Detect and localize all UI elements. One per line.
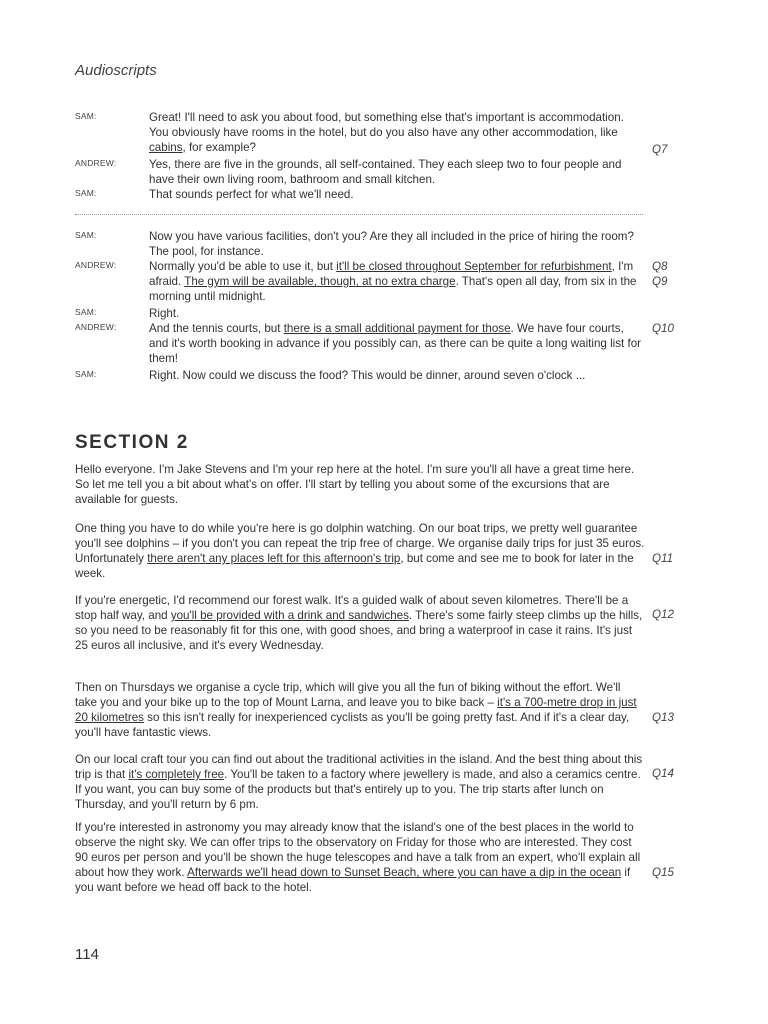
dialogue-text (149, 229, 644, 259)
text-run: . We have four courts, and it's worth booking in advance if you possibly can, as there can be quite a long waiting list for them! (149, 322, 642, 365)
paragraph (75, 521, 645, 581)
text-run: If you're energetic, I'd recommend our forest walk. It's a guided walk of about seven kilometres. There'll be a stop half way, and (75, 594, 629, 622)
text-run: . That's open all day, from six in the morning until midnight. (149, 275, 637, 303)
question-marker: Q9 (652, 275, 668, 288)
dialogue-text (149, 157, 644, 187)
question-marker: Q14 (652, 767, 674, 780)
text-run: That sounds perfect for what we'll need. (149, 188, 354, 201)
paragraph (75, 680, 645, 740)
dialogue-line (75, 306, 685, 321)
speaker-label: SAM: (75, 111, 97, 121)
text-run: And the tennis courts, but (149, 322, 284, 335)
section-heading: SECTION 2 (75, 432, 189, 453)
paragraph (75, 593, 645, 653)
speaker-label: SAM: (75, 369, 97, 379)
dialogue-block-1 (75, 110, 685, 202)
text-run: if you want before we head off back to the hotel. (75, 866, 631, 894)
question-marker: Q8 (652, 260, 668, 273)
text-run: Yes, there are five in the grounds, all self-contained. They each sleep two to four people and have their own living room, bathroom and small kitchen. (149, 158, 622, 186)
speaker-label: SAM: (75, 230, 97, 240)
speaker-label: SAM: (75, 188, 97, 198)
text-run: . You'll be taken to a factory where jewellery is made, and also a ceramics centre. If you want, you can buy some of the products but that's entirely up to you. The trip starts after lunch on Thursday, and you'll return by 6 pm. (75, 768, 641, 811)
dialogue-text (149, 306, 644, 321)
question-marker: Q15 (652, 866, 674, 879)
text-run: Normally you'd be able to use it, but (149, 260, 337, 273)
question-marker: Q11 (652, 552, 674, 565)
paragraph (75, 462, 645, 507)
text-run: Then on Thursdays we organise a cycle trip, which will give you all the fun of biking without the effort. We'll take you and your bike up to the top of Mount Larna, and leave you to bike back – (75, 681, 621, 709)
text-run: , I'm afraid. (149, 260, 634, 288)
underlined-answer: you'll be provided with a drink and sandwiches (170, 609, 409, 622)
dialogue-text (149, 259, 644, 304)
question-marker: Q13 (652, 711, 674, 724)
running-header: Audioscripts (75, 62, 157, 79)
text-run: Now you have various facilities, don't you? Are they all included in the price of hiring the room? The pool, for instance. (149, 230, 634, 258)
text-run: . There's some fairly steep climbs up the hills, so you need to be reasonably fit for this one, with good shoes, and bring a waterproof in case it rains. It's just 25 euros all inclusive, and it's every Wednesday. (75, 609, 643, 652)
text-run: Right. (149, 307, 180, 320)
paragraph (75, 820, 645, 895)
underlined-answer: it's a 700-metre drop in just 20 kilometres (75, 696, 637, 724)
text-run: One thing you have to do while you're here is go dolphin watching. On our boat trips, we pretty well guarantee you'll see dolphins – if you don't you can repeat the trip free of charge. We organise daily trips for just 35 euros. Unfortunately (75, 522, 645, 565)
dialogue-text (149, 321, 644, 366)
text-run: Hello everyone. I'm Jake Stevens and I'm your rep here at the hotel. I'm sure you'll all have a great time here. So let me tell you a bit about what's on offer. I'll start by telling you about some of the excursions that are available for guests. (75, 463, 635, 506)
dotted-separator (75, 214, 643, 215)
question-marker: Q7 (652, 143, 668, 156)
underlined-answer: it's completely free (128, 768, 225, 781)
underlined-answer: it'll be closed throughout September for refurbishment (336, 260, 612, 273)
question-marker: Q12 (652, 608, 674, 621)
text-run: On our local craft tour you can find out about the traditional activities in the island. And the best thing about this trip is that (75, 753, 643, 781)
dialogue-line (75, 187, 685, 202)
underlined-answer: there is a small additional payment for those (283, 322, 511, 335)
text-run: so this isn't really for inexperienced cyclists as you'll be going pretty fast. And if it's a clear day, you'll have fantastic views. (75, 711, 630, 739)
speaker-label: ANDREW: (75, 260, 117, 270)
page-number: 114 (75, 946, 99, 963)
question-marker: Q10 (652, 322, 674, 335)
dialogue-text (149, 368, 644, 383)
text-run: Great! I'll need to ask you about food, but something else that's important is accommodation. You obviously have rooms in the hotel, but do you also have any other accommodation, like (149, 111, 624, 139)
text-run: , but come and see me to book for later in the week. (75, 552, 634, 580)
text-run: , for example? (182, 141, 256, 154)
dialogue-line (75, 368, 685, 398)
paragraph (75, 752, 645, 812)
underlined-answer: The gym will be available, though, at no extra charge (184, 275, 456, 288)
speaker-label: ANDREW: (75, 158, 117, 168)
text-run: If you're interested in astronomy you may already know that the island's one of the best places in the world to observe the night sky. We can offer trips to the observatory on Friday for those who are interested. They cost 90 euros per person and you'll be shown the huge telescopes and have a talk from an expert, who'll explain all about how they work. (75, 821, 641, 879)
underlined-answer: cabins (149, 141, 183, 154)
dialogue-line (75, 157, 685, 187)
speaker-label: ANDREW: (75, 322, 117, 332)
dialogue-line (75, 321, 685, 368)
dialogue-line (75, 259, 685, 306)
dialogue-text (149, 187, 644, 202)
dialogue-block-2 (75, 229, 685, 398)
text-run: Right. Now could we discuss the food? This would be dinner, around seven o'clock ... (149, 369, 586, 382)
underlined-answer: Afterwards we'll head down to Sunset Beach, where you can have a dip in the ocean (187, 866, 622, 879)
speaker-label: SAM: (75, 307, 97, 317)
underlined-answer: there aren't any places left for this afternoon's trip (147, 552, 401, 565)
dialogue-text (149, 110, 644, 155)
dialogue-line (75, 110, 685, 157)
dialogue-line (75, 229, 685, 259)
